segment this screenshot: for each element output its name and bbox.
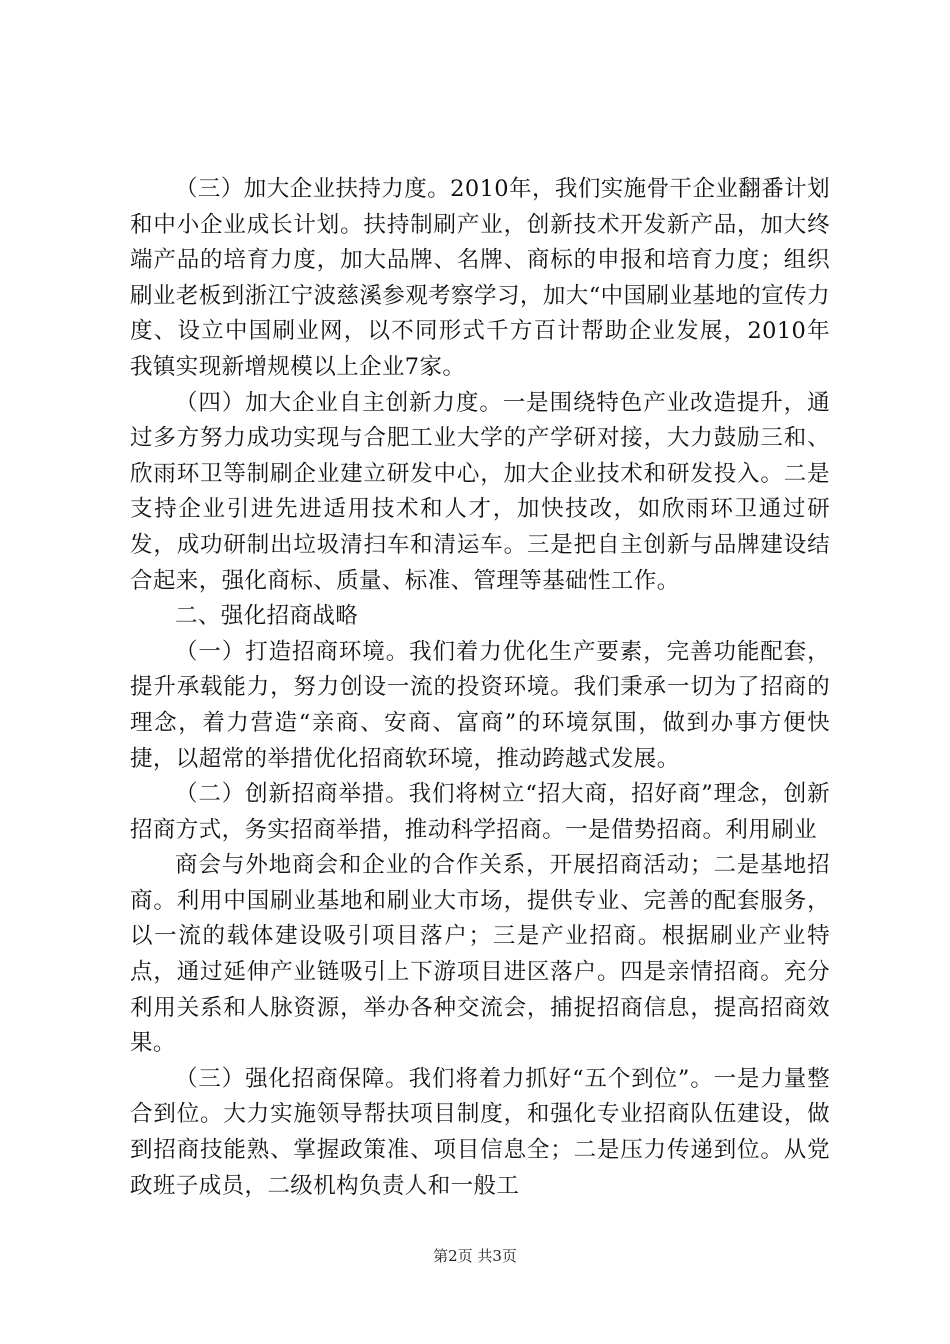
section-heading-investment: 二、强化招商战略 [175, 603, 359, 630]
paragraph-investment-measures: （二）创新招商举措。我们将树立“招大商，招好商”理念，创新招商方式，务实招商举措，推动科学招商。一是借势招商。利用刷业 [130, 781, 830, 843]
document-body [130, 172, 830, 1204]
paragraph-innovation: （四）加大企业自主创新力度。一是围绕特色产业改造提升，通过多方努力成功实现与合肥工业大学的产学研对接，大力鼓励三和、欣雨环卫等制刷企业建立研发中心，加大企业技术和研发投入。二是支持企业引进先进适用技术和人才，加快技改，如欣雨环卫通过研发，成功研制出垃圾清扫车和清运车。三是把自主创新与品牌建设结合起来，强化商标、质量、标准、管理等基础性工作。 [130, 389, 830, 594]
page-number-footer: 第2页 共3页 [433, 1247, 517, 1265]
paragraph-investment-environment: （一）打造招商环境。我们着力优化生产要素，完善功能配套，提升承载能力，努力创设一流的投资环境。我们秉承一切为了招商的理念，着力营造“亲商、安商、富商”的环境氛围，做到办事方便快捷，以超常的举措优化招商软环境，推动跨越式发展。 [130, 638, 830, 772]
paragraph-investment-measures-continued: 商会与外地商会和企业的合作关系，开展招商活动；二是基地招商。利用中国刷业基地和刷业大市场，提供专业、完善的配套服务，以一流的载体建设吸引项目落户；三是产业招商。根据刷业产业特点，通过延伸产业链吸引上下游项目进区落户。四是亲情招商。充分利用关系和人脉资源，举办各种交流会，捕捉招商信息，提高招商效果。 [130, 852, 830, 1057]
paragraph-investment-guarantee: （三）强化招商保障。我们将着力抓好“五个到位”。一是力量整合到位。大力实施领导帮扶项目制度，和强化专业招商队伍建设，做到招商技能熟、掌握政策准、项目信息全；二是压力传递到位。从党政班子成员，二级机构负责人和一般工 [130, 1065, 830, 1199]
paragraph-support-enterprises: （三）加大企业扶持力度。2010年，我们实施骨干企业翻番计划和中小企业成长计划。扶持制刷产业，创新技术开发新产品，加大终端产品的培育力度，加大品牌、名牌、商标的申报和培育力度；组织刷业老板到浙江宁波慈溪参观考察学习，加大“中国刷业基地的宣传力度、设立中国刷业网，以不同形式千方百计帮助企业发展，2010年我镇实现新增规模以上企业7家。 [130, 176, 830, 380]
